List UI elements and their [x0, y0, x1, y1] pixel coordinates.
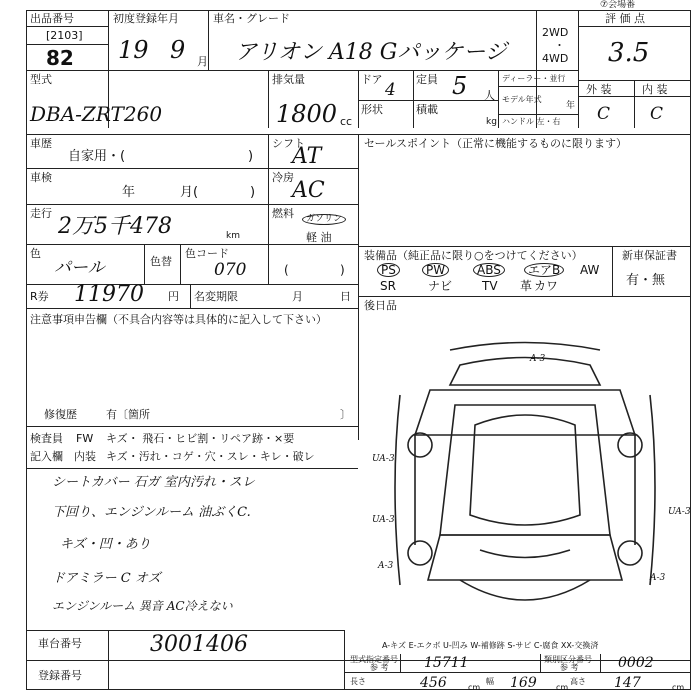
inspection-year: 年 — [122, 185, 136, 200]
venue-label: ⑦会場番 — [600, 0, 636, 10]
use-value: 自家用・( — [68, 149, 126, 164]
divider — [26, 468, 358, 469]
inspection-row-fw: キズ・ 飛石・ヒビ割・リペア跡・×要 — [106, 432, 295, 445]
first-registration-year: 19 — [118, 36, 149, 64]
equipment-label: 装備品（純正品に限り○をつけてください） — [364, 249, 583, 262]
divider — [540, 654, 541, 672]
load-unit: kg — [486, 117, 497, 127]
dealer-label: ディーラー・並行 — [502, 74, 566, 83]
inspector-comment: キズ・凹・あり — [60, 537, 151, 552]
mileage-value: 2万5千478 — [58, 214, 172, 239]
color-value: パール — [54, 258, 105, 278]
divider — [344, 630, 345, 690]
repair-history-value: 有〔箇所 — [106, 408, 150, 421]
recycle-unit: 円 — [168, 290, 179, 303]
interior-grade: C — [650, 104, 664, 124]
divider — [498, 70, 499, 128]
doors-value: 4 — [385, 80, 396, 100]
divider — [26, 308, 358, 309]
divider — [26, 70, 578, 71]
model-label: 型式 — [30, 73, 52, 86]
exterior-label: 外 装 — [586, 83, 612, 96]
displacement-value: 1800 — [276, 100, 338, 128]
inspection-month: 月( — [180, 185, 199, 200]
divider — [26, 426, 358, 427]
name-change-label: 名変期限 — [194, 290, 238, 303]
shift-value: AT — [292, 144, 322, 169]
equip-ps: PS — [377, 263, 400, 277]
equip-abs: ABS — [473, 263, 505, 277]
length-value: 456 — [420, 675, 447, 691]
divider — [26, 26, 108, 27]
damage-legend: A-キズ E-エクボ U-凹み W-補修跡 S-サビ C-腐食 XX-交換済 — [382, 641, 599, 650]
divider — [344, 672, 691, 673]
divider — [413, 70, 414, 128]
equip-sr: SR — [380, 279, 396, 293]
damage-mark: A-3 — [378, 561, 394, 571]
equip-leather: 革 — [520, 279, 533, 293]
damage-mark: A-3 — [530, 354, 546, 364]
name-change-day: 日 — [340, 290, 351, 303]
first-registration-label: 初度登録年月 — [113, 12, 179, 25]
divider — [536, 10, 537, 128]
class-number-value: 0002 — [618, 655, 654, 671]
shift-label: シフト — [272, 137, 305, 150]
drive-4wd: 4WD — [542, 52, 569, 65]
divider — [358, 134, 359, 440]
inspection-row-interior: キズ・汚れ・コゲ・穴・スレ・キレ・破レ — [106, 450, 315, 463]
lot-number: 82 — [46, 46, 74, 70]
divider — [600, 654, 601, 672]
first-registration-month: 9 — [170, 36, 186, 64]
inspection-close: ) — [250, 185, 256, 200]
divider — [144, 244, 145, 284]
divider — [108, 630, 109, 690]
grade-label: 評 価 点 — [605, 12, 645, 25]
color-code-label: 色コード — [185, 247, 229, 260]
inspector-comment: 下回り、エンジンルーム 油ぶくC. — [52, 505, 251, 520]
name-change-month: 月 — [292, 290, 303, 303]
registration-number-label: 登録番号 — [38, 669, 82, 682]
fuel-close: ) — [340, 263, 345, 277]
divider — [26, 630, 344, 631]
grade-value: 3.5 — [608, 38, 650, 68]
use-label: 車歴 — [30, 137, 52, 150]
displacement-unit: cc — [340, 115, 353, 128]
damage-mark: UA-3 — [372, 454, 395, 464]
divider — [498, 86, 578, 87]
divider — [358, 100, 498, 101]
mileage-unit: km — [226, 231, 240, 241]
chassis-number-label: 車台番号 — [38, 637, 82, 650]
later-docs-label: 後日品 — [364, 299, 397, 312]
divider — [358, 296, 691, 297]
inspection-label: 車検 — [30, 171, 52, 184]
capacity-label: 定員 — [416, 73, 438, 86]
displacement-label: 排気量 — [272, 73, 305, 86]
length-unit: cm — [468, 683, 481, 692]
notes-label: 注意事項申告欄（不具合内容等は具体的に記入して下さい） — [30, 313, 327, 326]
height-value: 147 — [614, 675, 641, 691]
equip-tv: TV — [482, 279, 498, 293]
color-label: 色 — [30, 247, 41, 260]
divider — [634, 80, 635, 128]
fw-label: FW — [76, 432, 94, 445]
divider — [268, 134, 269, 284]
divider — [358, 246, 691, 247]
divider — [26, 44, 108, 45]
inspector-comment: ドアミラー C オズ — [52, 571, 161, 586]
height-unit: cm — [672, 683, 685, 692]
repair-history-label: 修復歴 — [44, 408, 77, 421]
fuel-label: 燃料 — [272, 207, 294, 220]
damage-mark: UA-3 — [668, 507, 691, 517]
car-name-value: アリオン A18 Gパッケージ — [235, 40, 507, 65]
ac-value: AC — [292, 178, 325, 203]
divider — [26, 244, 358, 245]
lot-code: [2103] — [46, 29, 83, 42]
capacity-unit: 人 — [484, 89, 495, 102]
lot-number-label: 出品番号 — [30, 12, 74, 25]
entry-label: 記入欄 — [30, 450, 63, 463]
warranty-value: 有・無 — [626, 273, 666, 288]
car-name-label: 車名・グレード — [213, 12, 290, 25]
fuel-gasoline: ガソリン — [302, 214, 346, 225]
recycle-label: R券 — [30, 290, 49, 303]
equip-aw: AW — [580, 263, 600, 277]
inspector-comment: シートカバー 石ガ 室内汚れ・スレ — [52, 475, 255, 490]
class-number-ref: 参 考 — [560, 663, 579, 672]
recycle-value: 11970 — [74, 282, 144, 307]
width-label: 幅 — [486, 677, 494, 686]
divider — [358, 70, 359, 128]
divider — [180, 244, 181, 284]
month-unit: 月 — [197, 55, 208, 68]
interior-label: 内 装 — [642, 83, 668, 96]
load-label: 積載 — [416, 103, 438, 116]
use-close: ) — [248, 149, 254, 164]
class-number-label: 類別区分番号 — [544, 655, 592, 664]
exterior-grade: C — [597, 104, 611, 124]
width-unit: cm — [556, 683, 569, 692]
type-cert-value: 15711 — [424, 655, 469, 671]
repair-history-close: 〕 — [340, 408, 351, 421]
divider — [400, 654, 401, 672]
model-year-label: モデル年式 — [502, 95, 542, 104]
ac-label: 冷房 — [272, 171, 294, 184]
length-label: 長さ — [350, 677, 366, 686]
warranty-label: 新車保証書 — [622, 249, 677, 262]
car-damage-diagram — [360, 335, 690, 630]
fuel-diesel: 軽 油 — [306, 231, 332, 244]
drive-separator: ・ — [554, 39, 565, 52]
capacity-value: 5 — [452, 72, 468, 100]
type-cert-ref: 参 考 — [370, 663, 389, 672]
equip-airbag: エアB — [524, 263, 564, 277]
drive-2wd: 2WD — [542, 26, 569, 39]
fuel-open: ( — [284, 263, 289, 277]
color-code-value: 070 — [214, 260, 247, 280]
doors-label: ドア — [361, 73, 383, 86]
sales-points-label: セールスポイント（正常に機能するものに限ります） — [364, 137, 628, 150]
damage-mark: UA-3 — [372, 515, 395, 525]
type-cert-label: 型式指定番号 — [350, 655, 398, 664]
shape-label: 形状 — [361, 103, 383, 116]
divider — [578, 26, 691, 27]
divider — [190, 284, 191, 308]
divider — [578, 10, 579, 128]
model-year-unit: 年 — [566, 101, 576, 111]
equip-kawa: カワ — [534, 279, 559, 293]
color-change-label: 色替 — [150, 255, 172, 268]
divider — [612, 246, 613, 296]
height-label: 高さ — [570, 677, 586, 686]
damage-mark: A-3 — [650, 573, 666, 583]
equip-navi: ナビ — [428, 279, 453, 293]
divider — [498, 114, 578, 115]
inspector-comment: エンジンルーム 異音 AC冷えない — [52, 599, 233, 613]
divider — [268, 70, 269, 128]
divider — [208, 10, 209, 70]
chassis-number-value: 3001406 — [150, 632, 248, 657]
interior-check-label: 内装 — [74, 450, 96, 463]
width-value: 169 — [510, 675, 537, 691]
divider — [26, 204, 358, 205]
inspector-label: 検査員 — [30, 432, 63, 445]
equip-pw: PW — [422, 263, 449, 277]
mileage-label: 走行 — [30, 207, 52, 220]
model-value: DBA-ZRT260 — [30, 102, 163, 126]
handle-label: ハンドル 左・右 — [502, 117, 561, 126]
